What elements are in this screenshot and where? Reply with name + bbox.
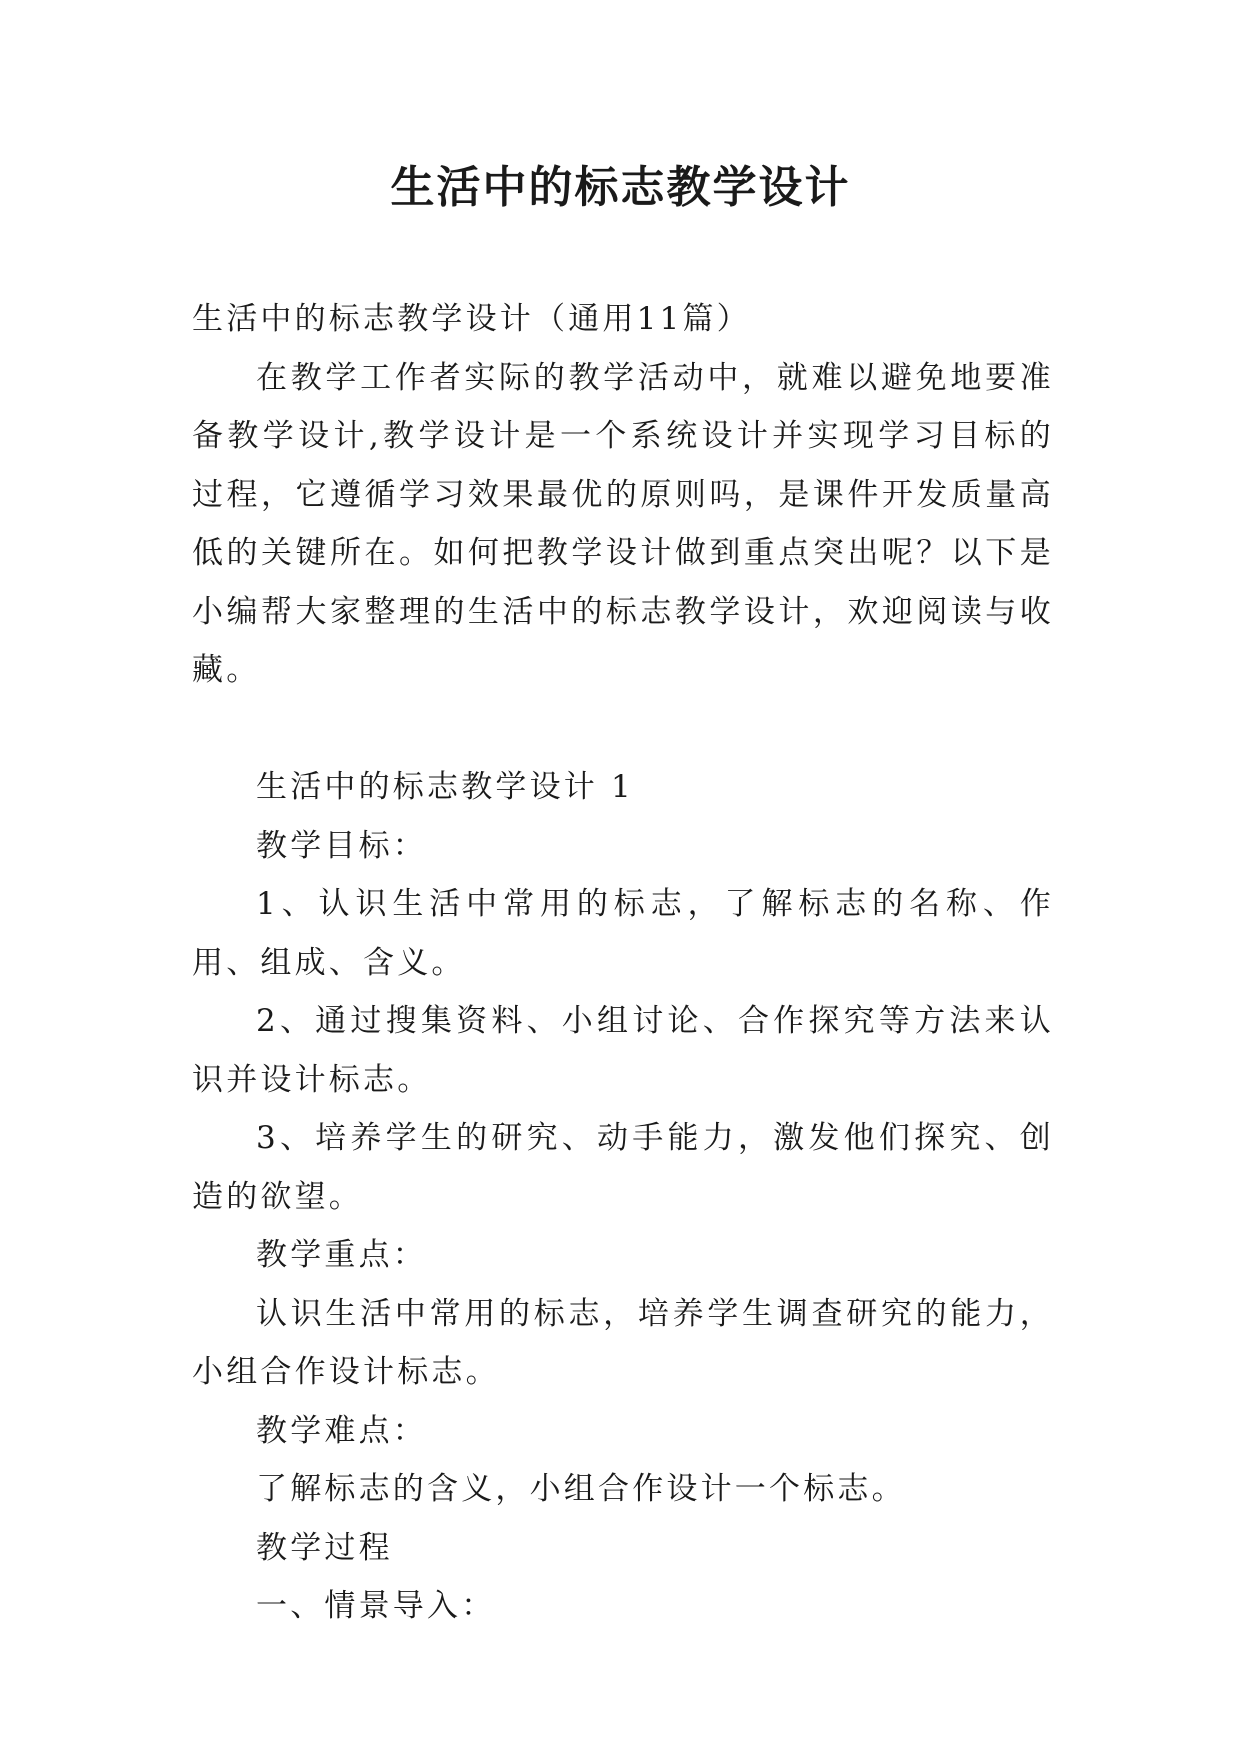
subtitle: 生活中的标志教学设计（通用11篇）: [192, 301, 751, 337]
teaching-goals-heading: 教学目标：: [256, 827, 427, 864]
key-points-text: 认识生活中常用的标志，培养学生调查研究的能力，小组合作设计标志。: [192, 1295, 1054, 1390]
process-step-1: 一、情景导入：: [256, 1588, 496, 1624]
goal-item-1: 1、认识生活中常用的标志，了解标志的名称、作用、组成、含义。: [192, 886, 1054, 981]
document-body: [192, 290, 1054, 1636]
goal-item-2: 2、通过搜集资料、小组讨论、合作探究等方法来认识并设计标志。: [192, 1003, 1054, 1098]
document-title: 生活中的标志教学设计: [390, 162, 851, 213]
difficulties-heading: 教学难点：: [256, 1412, 427, 1449]
goal-item-3: 3、培养学生的研究、动手能力，激发他们探究、创造的欲望。: [192, 1120, 1054, 1215]
intro-paragraph: 在教学工作者实际的教学活动中，就难以避免地要准备教学设计,教学设计是一个系统设计并实现学习目标的过程，它遵循学习效果最优的原则吗，是课件开发质量高低的关键所在。如何把教学设计做到重点突出呢？以下是小编帮大家整理的生活中的标志教学设计，欢迎阅读与收藏。: [192, 359, 1054, 688]
difficulties-text: 了解标志的含义，小组合作设计一个标志。: [256, 1471, 906, 1507]
key-points-heading: 教学重点：: [256, 1237, 427, 1273]
process-heading: 教学过程: [256, 1529, 393, 1566]
paragraph-spacer: [192, 700, 1054, 759]
section-heading: 生活中的标志教学设计 1: [256, 769, 634, 805]
